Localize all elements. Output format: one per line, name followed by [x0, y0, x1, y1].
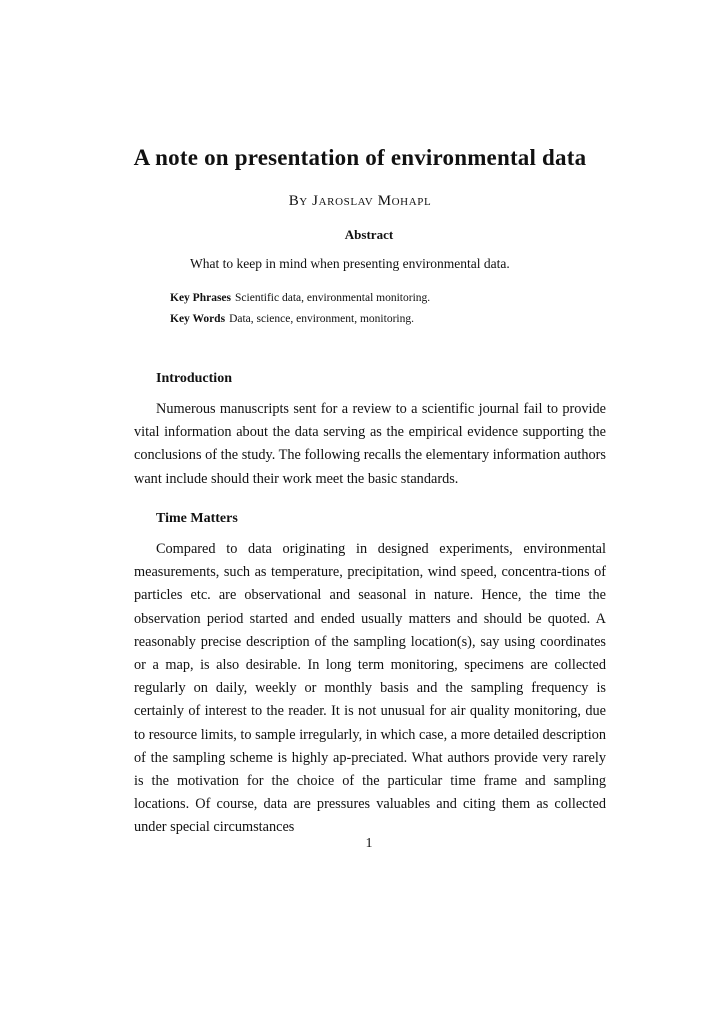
paragraph-time-matters: Compared to data originating in designed experiments, environmental measurements, such as temperature, precipitation, wind speed, concentra-tions of particles etc. are observational and seasonal in nature. Hence, the time the observation period started and ended usually matters and should be quoted. A reasonably precise description of the sampling location(s), say using coordinates or a map, is also desirable. In long term monitoring, specimens are collected regularly on daily, weekly or monthly basis and the sampling frequency is certainly of interest to the reader. It is not unusual for air quality monitoring, due to resource limits, to sample irregularly, in which case, a more detailed description of the sampling scheme is highly ap-preciated. What authors provide very rarely is the motivation for the choice of the particular time frame and sampling locations. Of course, data are pressures valuables and citing them as collected under special circumstances [134, 541, 606, 836]
key-words-label: Key Words [170, 313, 226, 325]
section-heading-introduction: Introduction [156, 371, 232, 386]
key-words-text: Data, science, environment, monitoring. [229, 313, 414, 325]
section-heading-time-matters: Time Matters [156, 511, 238, 526]
abstract-heading: Abstract [344, 227, 394, 242]
key-words-line [170, 313, 414, 325]
key-phrases-label: Key Phrases [170, 292, 232, 304]
key-phrases-line [170, 292, 430, 304]
paper-author: By Jaroslav Mohapl [288, 193, 432, 209]
page-number: 1 [365, 836, 373, 851]
paper-title: A note on presentation of environmental data [133, 145, 587, 170]
key-phrases-text: Scientific data, environmental monitoring. [235, 292, 431, 304]
abstract-text: What to keep in mind when presenting environmental data. [190, 256, 510, 271]
paragraph-introduction: Numerous manuscripts sent for a review to a scientific journal fail to provide vital information about the data serving as the empirical evidence supporting the conclusions of the study. The following recalls the elementary information authors want include should their work meet the basic standards. [134, 401, 606, 487]
